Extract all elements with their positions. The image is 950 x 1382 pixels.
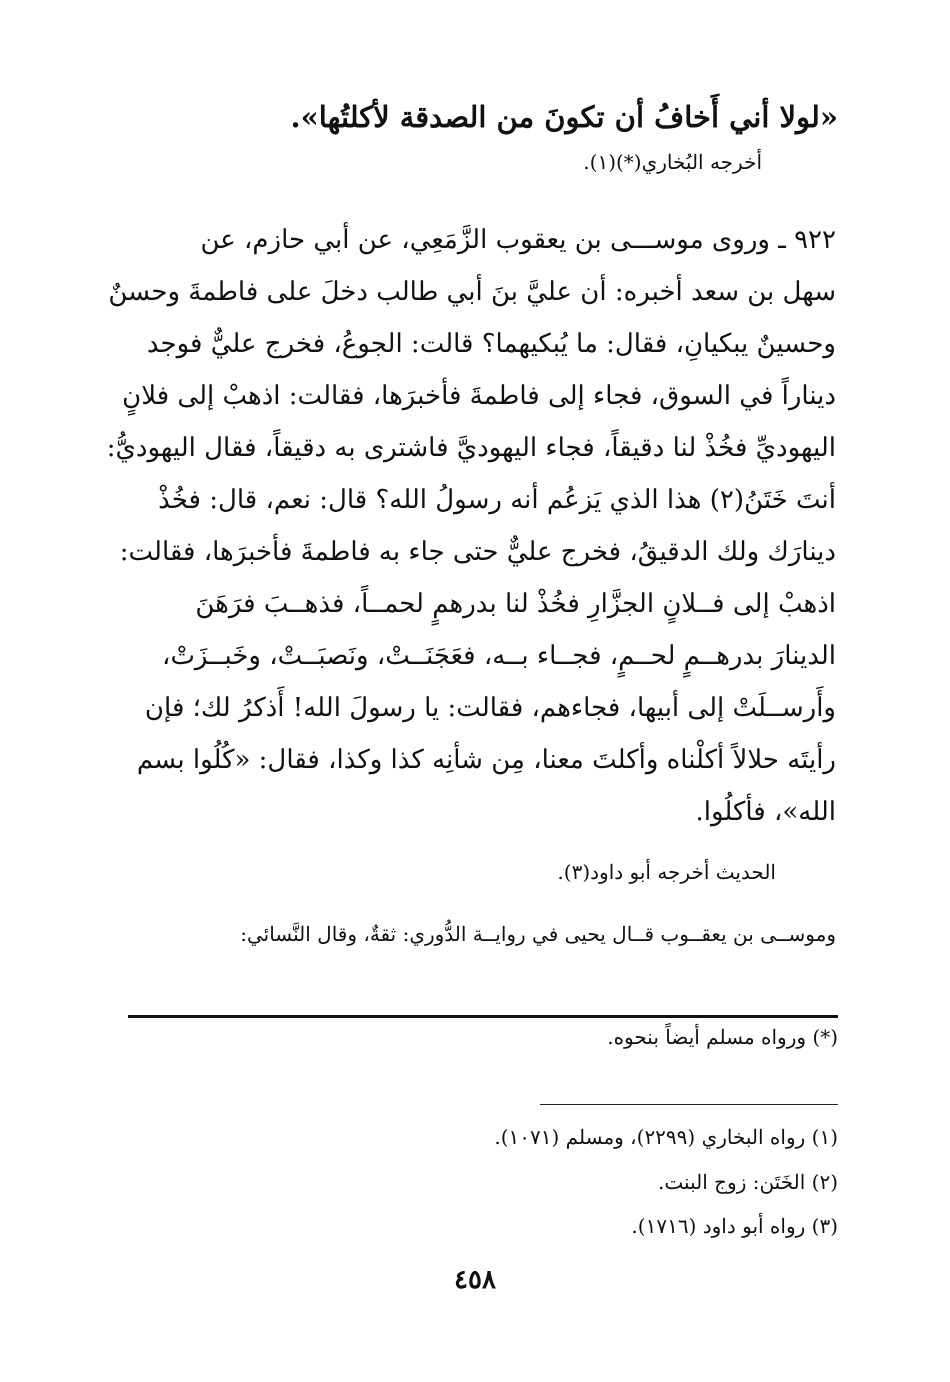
narrator-note: وموســى بن يعقــوب قــال يحيى في روايــة الدُّوري: ثقةٌ، وقال النَّسائي: (240, 922, 836, 946)
hadith-line: ديناراً في السوق، فجاء إلى فاطمةَ فأخبرَها، فقالت: اذهبْ إلى فلانٍ (122, 381, 836, 411)
footnote-3: (٣) رواه أبو داود (١٧١٦). (631, 1214, 838, 1238)
hadith-line: ٩٢٢ ـ وروى موســـى بن يعقوب الزَّمَعِي، عن أبي حازم، عن (200, 225, 836, 255)
hadith-line: اليهوديِّ فخُذْ لنا دقيقاً، فجاء اليهوديَّ فاشترى به دقيقاً، فقال اليهوديُّ: (106, 433, 836, 463)
hadith-line: دينارَك ولك الدقيقُ، فخرج عليٌّ حتى جاء به فاطمةَ فأخبرَها، فقالت: (119, 537, 836, 567)
quote-source: أخرجه البُخاري(*)(١). (583, 150, 762, 174)
star-footnote: (*) ورواه مسلم أيضاً بنحوه. (607, 1025, 838, 1049)
hadith-line: الله»، فأكلُوا. (695, 797, 836, 827)
prophetic-quote: «لولا أني أَخافُ أن تكونَ من الصدقة لأكلتُها». (290, 100, 838, 134)
hadith-line: وحسينٌ يبكيانِ، فقال: ما يُبكيهما؟ قالت: الجوعُ، فخرج عليٌّ فوجد (146, 329, 836, 359)
footnote-2: (٢) الخَتَن: زوج البنت. (658, 1170, 838, 1194)
hadith-line: رأيتَه حلالاً أكلْناه وأكلتَ معنا، مِن شأنِه كذا وكذا، فقال: «كُلُوا بسم (136, 745, 836, 775)
page-number: ٤٥٨ (454, 1265, 496, 1295)
hadith-line: الدينارَ بدرهــمٍ لحــمٍ، فجــاء بــه، فعَجَنَــتْ، ونَصبَــتْ، وخَبــزَتْ، (162, 641, 836, 671)
hadith-line: اذهبْ إلى فــلانٍ الجزَّارِ فخُذْ لنا بدرهمٍ لحمــاً، فذهــبَ فرَهَنَ (195, 589, 836, 619)
hadith-line: سهل بن سعد أخبره: أن عليَّ بنَ أبي طالب دخلَ على فاطمةَ وحسنٌ (108, 277, 836, 307)
footnote-separator (128, 1015, 838, 1018)
footnote-1: (١) رواه البخاري (٢٢٩٩)، ومسلم (١٠٧١). (494, 1125, 838, 1149)
hadith-line: أنتَ خَتَنُ(٢) هذا الذي يَزعُم أنه رسولُ الله؟ قال: نعم، قال: فخُذْ (158, 485, 836, 515)
hadith-source: الحديث أخرجه أبو داود(٣). (557, 860, 776, 884)
hadith-line: وأَرســلَتْ إلى أبيها، فجاءهم، فقالت: يا رسولَ الله! أَذكرُ لك؛ فإن (144, 693, 836, 723)
footnote-rule (540, 1104, 838, 1105)
